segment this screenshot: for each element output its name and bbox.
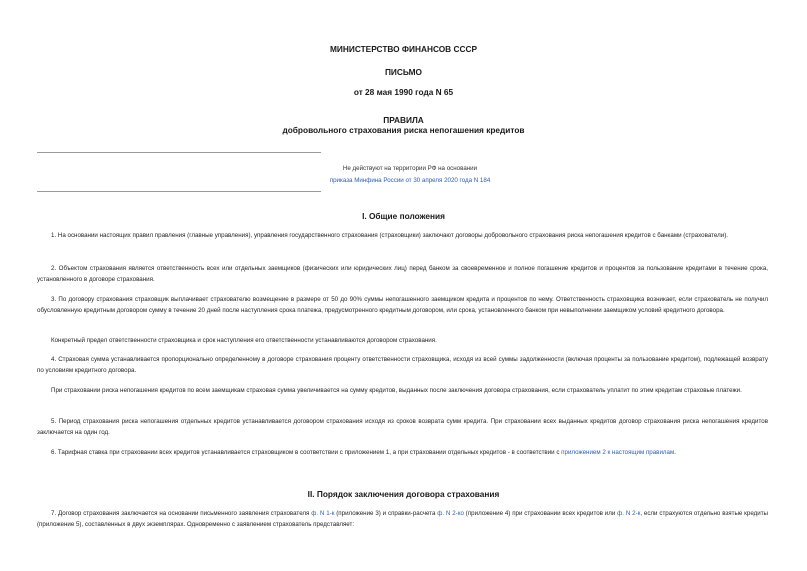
validity-notice — [210, 163, 610, 187]
rules-title: ПРАВИЛА — [383, 115, 424, 125]
document-date: от 28 мая 1990 года N 65 — [353, 87, 454, 97]
paragraph-9 — [37, 509, 768, 530]
paragraph-1: 1. На основании настоящих правил правления (главные управления), управления государственного страхования (страховщики) заключают договоры добровольного страхования риска непогашения кредитов с банками (страхователи). — [51, 232, 728, 239]
paragraph-5: 4. Страховая сумма устанавливается пропорционально определенному в договоре страхования проценту ответственности страховщика, исходя из всей суммы задолженности (включая проценты за пользование кредитом), подлежащей возврату по условиям кредитного договора. — [37, 356, 768, 374]
order-link[interactable]: приказа Минфина России от 30 апреля 2020 года N 184 — [329, 177, 491, 184]
top-divider — [37, 152, 321, 153]
section-1-title: I. Общие положения — [362, 211, 445, 221]
appendix-2-link[interactable]: приложением 2 к настоящим правилам — [561, 449, 675, 456]
paragraph-4: Конкретный предел ответственности страховщика и срок наступления его ответственности устанавливаются договором страхования. — [51, 337, 437, 344]
paragraph-3: 3. По договору страхования страховщик выплачивает страхователю возмещение в размере от 50 до 90% суммы непогашенного заемщиком кредита и процентов по нему. Ответственность страховщика возникает, если страхователь не получил обусловленную кредитным договором сумму в течение 20 дней после наступления срока платежа, предусмотренного кредитным договором, или срока, установленного банком при невыполнении заемщиком условий кредитного договора. — [37, 296, 768, 314]
paragraph-9-part-c: (приложение 4) при страховании всех кредитов или — [463, 510, 618, 517]
paragraph-7: 5. Период страхования риска непогашения отдельных кредитов устанавливается договором страхования исходя из сроков возврата сумм кредита. При страховании всех выданных кредитов договор страхования риска непогашения кредитов заключается на один год. — [37, 418, 768, 436]
paragraph-9-part-b: (приложение 3) и справки-расчета — [334, 510, 438, 517]
document-type: ПИСЬМО — [384, 67, 423, 77]
paragraph-8 — [37, 448, 768, 459]
form-2k-link[interactable]: ф. N 2-к — [617, 510, 641, 517]
paragraph-6: При страховании риска непогашения кредитов по всем заемщикам страховая сумма увеличивается на сумму кредитов, выданных после заключения договора страхования, если страхователь уплатит по этим кредитам страховые платежи. — [51, 387, 742, 394]
ministry-heading: МИНИСТЕРСТВО ФИНАНСОВ СССР — [329, 44, 477, 54]
paragraph-9-part-a: 7. Договор страхования заключается на основании письменного заявления страхователя — [51, 510, 312, 517]
bottom-divider — [37, 191, 321, 192]
validity-notice-text: Не действуют на территории РФ на основании — [342, 165, 478, 172]
rules-subtitle: добровольного страхования риска непогашения кредитов — [282, 125, 525, 135]
paragraph-9-part-d: , если страхуются отдельно взятые кредиты (приложение 5), составленных в двух экземплярах. Одновременно с заявлением страхователь представляет: — [37, 510, 768, 528]
paragraph-2: 2. Объектом страхования является ответственность всех или отдельных заемщиков (физических или юридических лиц) перед банком за своевременное и полное погашение кредитов и процентов за пользование кредитами в течение срока, установленного в договоре страхования. — [37, 265, 768, 283]
form-2ko-link[interactable]: ф. N 2-ко — [437, 510, 464, 517]
section-2-title: II. Порядок заключения договора страхования — [307, 489, 500, 499]
paragraph-8-end: . — [674, 449, 676, 456]
paragraph-8-text: 6. Тарифная ставка при страховании всех кредитов устанавливается страховщиком в соответствии с приложением 1, а при страховании отдельных кредитов - в соответствии с — [51, 449, 562, 456]
form-1k-link[interactable]: ф. N 1-к — [311, 510, 335, 517]
